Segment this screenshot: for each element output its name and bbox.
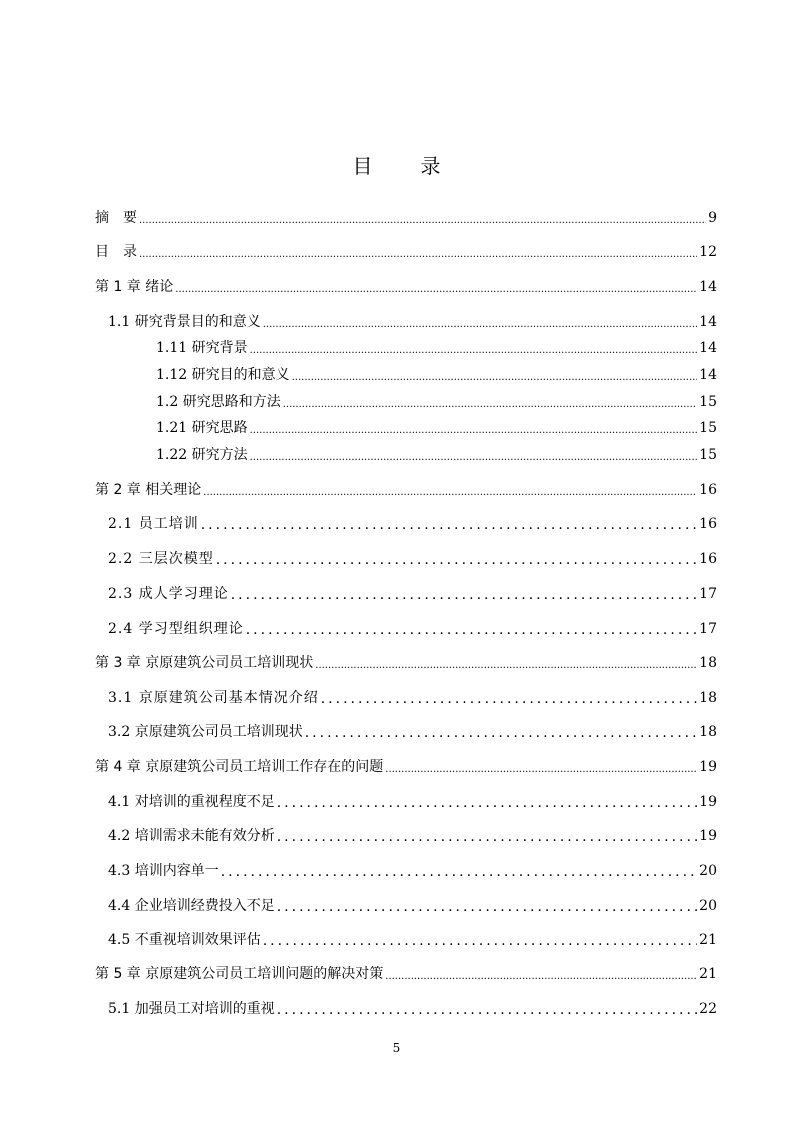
- leader-dots: [221, 863, 697, 881]
- toc-entry[interactable]: [108, 722, 717, 742]
- toc-entry-page: 15: [699, 394, 717, 410]
- toc-entry-page: 19: [699, 759, 717, 775]
- toc-entry-label: 1.1 研究背景目的和意义: [108, 314, 261, 330]
- toc-entry-page: 20: [699, 863, 717, 879]
- leader-dots: [277, 1001, 697, 1019]
- toc-entry-page: 16: [699, 482, 717, 498]
- toc-entry[interactable]: [108, 826, 717, 846]
- toc-entry-label: 1.11 研究背景: [156, 340, 248, 356]
- toc-entry-label: 4.4 企业培训经费投入不足: [108, 898, 275, 914]
- leader-dots: [277, 828, 697, 846]
- toc-entry-label: 第 2 章 相关理论: [95, 482, 202, 498]
- toc-entry-label: 2.1 员工培训: [108, 516, 199, 532]
- toc-entry-page: 15: [699, 447, 717, 463]
- leader-dots: [283, 398, 697, 412]
- leader-dots: [263, 318, 697, 332]
- toc-entry-label: 目 录: [95, 244, 137, 260]
- toc-entry[interactable]: [108, 999, 717, 1019]
- toc-entry-page: 17: [699, 621, 717, 637]
- leader-dots: [385, 763, 697, 777]
- toc-entry-page: 14: [699, 367, 717, 383]
- toc-entry-label: 4.1 对培训的重视程度不足: [108, 794, 275, 810]
- leader-dots: [277, 898, 697, 916]
- toc-entry-page: 15: [699, 420, 717, 436]
- toc-entry[interactable]: [156, 445, 717, 465]
- toc-entry-page: 19: [699, 794, 717, 810]
- toc-entry[interactable]: [95, 480, 717, 500]
- toc-entry[interactable]: [156, 365, 717, 385]
- toc-entry-page: 12: [699, 244, 717, 260]
- leader-dots: [250, 451, 698, 465]
- toc-title: 目 录: [352, 154, 455, 178]
- toc-entry[interactable]: [108, 861, 717, 881]
- toc-entry-label: 1.12 研究目的和意义: [156, 367, 290, 383]
- toc-entry[interactable]: [108, 514, 717, 534]
- toc-entry-page: 9: [708, 210, 717, 226]
- toc-entry[interactable]: [156, 392, 717, 412]
- leader-dots: [175, 283, 697, 297]
- toc-entry-page: 16: [699, 516, 717, 532]
- leader-dots: [231, 586, 697, 604]
- leader-dots: [201, 516, 697, 534]
- toc-entry-page: 14: [699, 279, 717, 295]
- toc-entry-label: 1.22 研究方法: [156, 447, 248, 463]
- leader-dots: [292, 371, 698, 385]
- toc-entry-label: 第 3 章 京原建筑公司员工培训现状: [95, 655, 314, 671]
- toc-entry-page: 21: [699, 966, 717, 982]
- leader-dots: [315, 659, 697, 673]
- toc-entry[interactable]: [108, 312, 717, 332]
- toc-entry-label: 4.2 培训需求未能有效分析: [108, 828, 275, 844]
- leader-dots: [139, 248, 697, 262]
- toc-entry-label: 2.2 三层次模型: [108, 551, 214, 567]
- toc-entry[interactable]: [108, 792, 717, 812]
- toc-entry-label: 5.1 加强员工对培训的重视: [108, 1001, 275, 1017]
- leader-dots: [385, 970, 697, 984]
- toc-entry-label: 1.21 研究思路: [156, 420, 248, 436]
- toc-entry[interactable]: [108, 930, 717, 950]
- leader-dots: [250, 344, 698, 358]
- toc-entry-label: 1.2 研究思路和方法: [156, 394, 281, 410]
- toc-entry-page: 16: [699, 551, 717, 567]
- toc-entry-page: 18: [699, 655, 717, 671]
- toc-entry[interactable]: [156, 338, 717, 358]
- leader-dots: [305, 724, 697, 742]
- leader-dots: [246, 621, 697, 639]
- toc-entry-label: 2.4 学习型组织理论: [108, 621, 244, 637]
- toc-entry[interactable]: [108, 549, 717, 569]
- toc-entry[interactable]: [108, 688, 717, 708]
- toc-entry-label: 第 1 章 绪论: [95, 279, 174, 295]
- leader-dots: [250, 424, 698, 438]
- toc-entry-label: 2.3 成人学习理论: [108, 586, 229, 602]
- toc-entry[interactable]: [95, 208, 717, 228]
- toc-entry[interactable]: [95, 242, 717, 262]
- leader-dots: [139, 214, 706, 228]
- leader-dots: [277, 794, 697, 812]
- toc-entry-label: 4.5 不重视培训效果评估: [108, 932, 261, 948]
- toc-entry-page: 17: [699, 586, 717, 602]
- toc-entry[interactable]: [108, 584, 717, 604]
- leader-dots: [216, 551, 697, 569]
- toc-entry[interactable]: [95, 757, 717, 777]
- toc-entry[interactable]: [156, 418, 717, 438]
- toc-entry-label: 3.1 京原建筑公司基本情况介绍: [108, 690, 319, 706]
- toc-entry-page: 19: [699, 828, 717, 844]
- toc-entry-label: 3.2 京原建筑公司员工培训现状: [108, 724, 303, 740]
- toc-entry[interactable]: [95, 653, 717, 673]
- toc-entry-page: 18: [699, 690, 717, 706]
- leader-dots: [203, 486, 697, 500]
- toc-entry[interactable]: [95, 964, 717, 984]
- toc-entry[interactable]: [108, 896, 717, 916]
- toc-entry-page: 18: [699, 724, 717, 740]
- toc-entry-label: 摘 要: [95, 210, 137, 226]
- toc-entry-page: 14: [699, 314, 717, 330]
- toc-entry-page: 20: [699, 898, 717, 914]
- toc-entry-label: 第 5 章 京原建筑公司员工培训问题的解决对策: [95, 966, 384, 982]
- leader-dots: [321, 690, 697, 708]
- toc-entry[interactable]: [95, 277, 717, 297]
- leader-dots: [263, 932, 697, 950]
- toc-entry-label: 第 4 章 京原建筑公司员工培训工作存在的问题: [95, 759, 384, 775]
- toc-entry[interactable]: [108, 619, 717, 639]
- toc-entry-page: 14: [699, 340, 717, 356]
- toc-entry-page: 22: [699, 1001, 717, 1017]
- toc-entry-page: 21: [699, 932, 717, 948]
- toc-entry-label: 4.3 培训内容单一: [108, 863, 219, 879]
- page-number: 5: [392, 1041, 401, 1055]
